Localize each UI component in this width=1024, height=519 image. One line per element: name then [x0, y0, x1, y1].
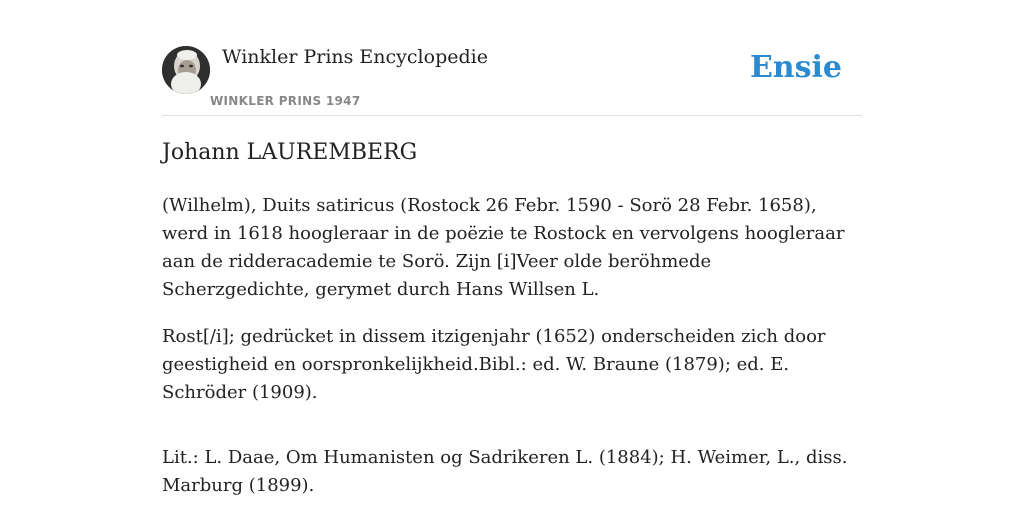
publication-title[interactable]: Winkler Prins Encyclopedie [222, 46, 488, 68]
author-avatar[interactable] [162, 46, 210, 94]
article-paragraph-1: (Wilhelm), Duits satiricus (Rostock 26 Febr. 1590 - Sorö 28 Febr. 1658), werd in 1618 hoogleraar in de poëzie te Rostock en vervolgens hoogleraar aan de ridderacademie te Sorö. Zijn [i]Veer olde beröhmede Scherzgedichte, gerymet durch Hans Willsen L. [162, 195, 845, 300]
article-title: Johann LAUREMBERG [162, 140, 418, 165]
site-header [162, 46, 862, 116]
portrait-avatar-icon [162, 46, 210, 94]
article-paragraph-2: Rost[/i]; gedrücket in dissem itzigenjahr (1652) onderscheiden zich door geestigheid en oorspronkelijkheid.Bibl.: ed. W. Braune (1879); ed. E. Schröder (1909). [162, 326, 826, 403]
publication-subtitle[interactable]: WINKLER PRINS 1947 [210, 94, 361, 108]
ensie-logo-link[interactable]: Ensie [749, 50, 842, 85]
header-divider [162, 115, 862, 116]
article-paragraph-3: Lit.: L. Daae, Om Humanisten og Sadrikeren L. (1884); H. Weimer, L., diss. Marburg (1899). [162, 447, 848, 496]
article-body [162, 192, 852, 519]
